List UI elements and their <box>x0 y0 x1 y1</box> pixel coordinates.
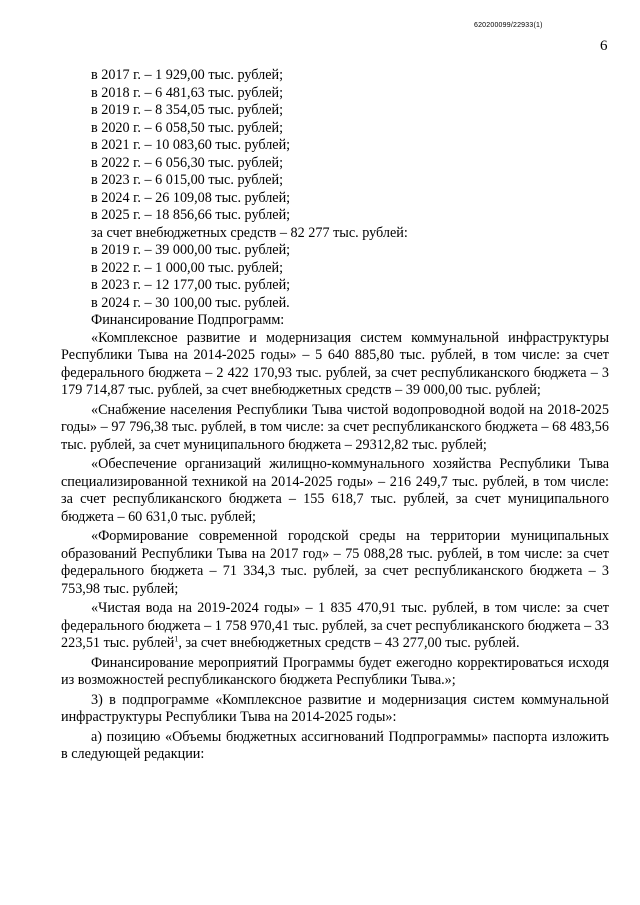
amendment-item-a: а) позицию «Объемы бюджетных ассигнований Подпрограммы» паспорта изложить в следующей редакции: <box>61 728 609 762</box>
clean-water-text-a: «Чистая вода на 2019-2024 годы» – 1 835 470,91 тыс. рублей, в том числе: за счет федерального бюджета – 1 758 970,41 тыс. рублей, за счет республиканского бюджета – 33 223,51 тыс. рублей <box>61 600 609 651</box>
budget-line-2021: в 2021 г. – 10 083,60 тыс. рублей; <box>91 137 291 153</box>
budget-line-2022: в 2022 г. – 6 056,30 тыс. рублей; <box>91 154 284 171</box>
document-id: 620200099/22933(1) <box>474 22 543 29</box>
document-body <box>61 67 609 764</box>
amendment-item-3: 3) в подпрограмме «Комплексное развитие и модернизация систем коммунальной инфраструктуры Республики Тыва на 2014-2025 годы»: <box>61 691 609 725</box>
subprogram-communal-infrastructure: «Комплексное развитие и модернизация систем коммунальной инфраструктуры Республики Тыва на 2014-2025 годы» – 5 640 885,80 тыс. рублей, в том числе: за счет федерального бюджета – 2 422 170,93 тыс. рублей, за счет республиканского бюджета – 3 179 714,87 тыс. рублей, за счет внебюджетных средств – 39 000,00 тыс. рублей; <box>61 329 609 398</box>
funding-adjustment-note: Финансирование мероприятий Программы будет ежегодно корректироваться исходя из возможностей республиканского бюджета Республики Тыва.»; <box>61 654 609 688</box>
subprogram-water-supply: «Снабжение населения Республики Тыва чистой водопроводной водой на 2018-2025 годы» – 97 796,38 тыс. рублей, в том числе: за счет республиканского бюджета – 68 483,56 тыс. рублей, за счет муниципального бюджета – 29312,82 тыс. рублей; <box>61 401 609 453</box>
budget-line-2018: в 2018 г. – 6 481,63 тыс. рублей; <box>91 84 284 101</box>
footnote-marker: 1 <box>174 634 179 644</box>
subprogram-special-equipment: «Обеспечение организаций жилищно-коммунального хозяйства Республики Тыва специализированной техникой на 2014-2025 годы» – 216 249,7 тыс. рублей, в том числе: за счет республиканского бюджета – 155 618,7 тыс. рублей, за счет муниципального бюджета – 60 631,0 тыс. рублей; <box>61 456 609 525</box>
subprogram-urban-environment: «Формирование современной городской среды на территории муниципальных образований Республики Тыва на 2017 год» – 75 088,28 тыс. рублей, в том числе: за счет федерального бюджета – 71 334,3 тыс. рублей, за счет республиканского бюджета – 3 753,98 тыс. рублей; <box>61 528 609 597</box>
extra-line-2024: в 2024 г. – 30 100,00 тыс. рублей. <box>91 294 290 311</box>
extra-line-2019: в 2019 г. – 39 000,00 тыс. рублей; <box>91 242 291 258</box>
page-number: 6 <box>600 38 608 54</box>
subprogram-clean-water <box>61 600 609 653</box>
budget-line-2017: в 2017 г. – 1 929,00 тыс. рублей; <box>91 67 284 83</box>
extra-line-2023: в 2023 г. – 12 177,00 тыс. рублей; <box>91 277 291 293</box>
budget-line-2025: в 2025 г. – 18 856,66 тыс. рублей; <box>91 207 291 223</box>
budget-line-2023: в 2023 г. – 6 015,00 тыс. рублей; <box>91 172 284 188</box>
budget-by-year-list <box>61 67 609 330</box>
extra-budget-heading: за счет внебюджетных средств – 82 277 тыс. рублей: <box>91 224 408 241</box>
clean-water-text-b: , за счет внебюджетных средств – 43 277,00 тыс. рублей. <box>178 635 520 651</box>
subprograms-heading: Финансирование Подпрограмм: <box>91 312 285 328</box>
budget-line-2020: в 2020 г. – 6 058,50 тыс. рублей; <box>91 119 284 136</box>
budget-line-2019: в 2019 г. – 8 354,05 тыс. рублей; <box>91 102 284 118</box>
extra-line-2022: в 2022 г. – 1 000,00 тыс. рублей; <box>91 259 284 276</box>
budget-line-2024: в 2024 г. – 26 109,08 тыс. рублей; <box>91 189 291 206</box>
